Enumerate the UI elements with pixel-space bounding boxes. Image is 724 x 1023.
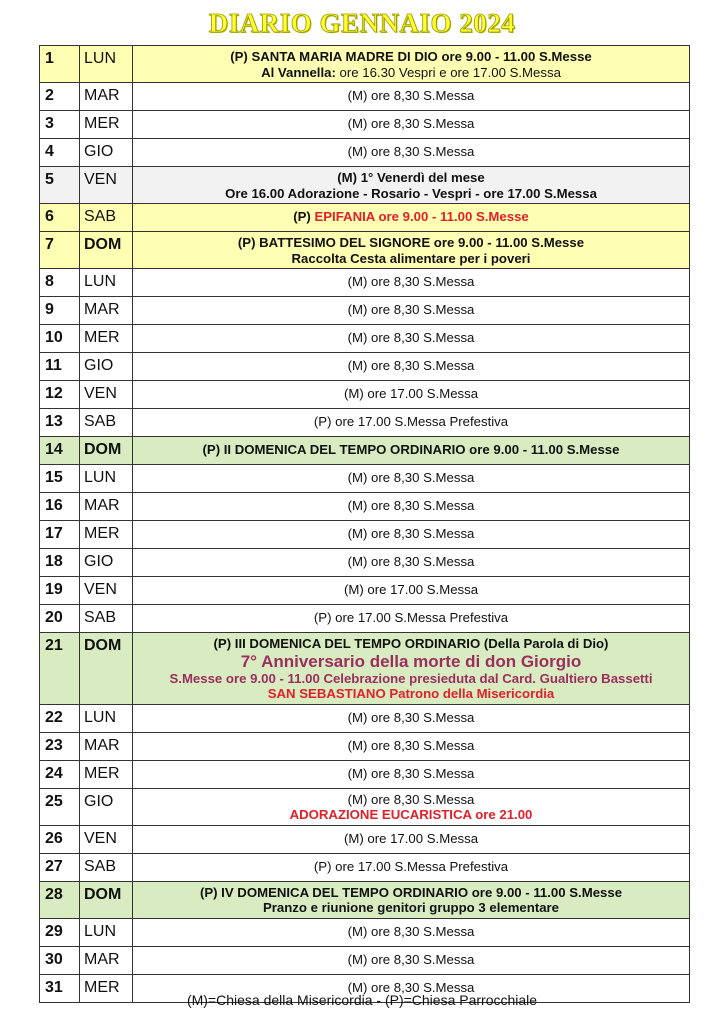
day-number: 25 xyxy=(40,788,80,825)
day-number: 11 xyxy=(40,353,80,381)
weekday: MER xyxy=(80,974,133,1002)
day-number: 21 xyxy=(40,633,80,705)
weekday: LUN xyxy=(80,918,133,946)
weekday: GIO xyxy=(80,549,133,577)
table-row xyxy=(40,437,690,465)
event-line: Ore 16.00 Adorazione - Rosario - Vespri - ore 17.00 S.Messa xyxy=(225,185,597,201)
weekday: GIO xyxy=(80,353,133,381)
weekday: VEN xyxy=(80,825,133,853)
event-cell: (M) ore 8,30 S.Messa xyxy=(133,549,690,577)
event-cell: (M) ore 8,30 S.Messa xyxy=(133,493,690,521)
weekday: LUN xyxy=(80,704,133,732)
table-row xyxy=(40,204,690,232)
table-row xyxy=(40,853,690,881)
event-cell xyxy=(133,881,690,918)
event-line: S.Messe ore 9.00 - 11.00 Celebrazione presieduta dal Card. Gualtiero Bassetti xyxy=(169,670,653,686)
event-cell: (M) ore 8,30 S.Messa xyxy=(133,465,690,493)
day-number: 19 xyxy=(40,577,80,605)
event-cell xyxy=(133,788,690,825)
day-number: 29 xyxy=(40,918,80,946)
day-number: 9 xyxy=(40,297,80,325)
event-cell: (M) ore 8,30 S.Messa xyxy=(133,269,690,297)
event-line xyxy=(137,65,685,81)
event-cell: (P) II DOMENICA DEL TEMPO ORDINARIO ore 9.00 - 11.00 S.Messe xyxy=(133,437,690,465)
event-line: 7° Anniversario della morte di don Giorgio xyxy=(240,651,582,671)
event-line: (P) SANTA MARIA MADRE DI DIO ore 9.00 - 11.00 S.Messe xyxy=(230,49,592,64)
weekday: SAB xyxy=(80,853,133,881)
weekday: MER xyxy=(80,760,133,788)
day-number: 2 xyxy=(40,83,80,111)
table-row xyxy=(40,46,690,83)
day-number: 14 xyxy=(40,437,80,465)
event-cell: (M) ore 8,30 S.Messa xyxy=(133,974,690,1002)
event-cell xyxy=(133,167,690,204)
day-number: 24 xyxy=(40,760,80,788)
weekday: DOM xyxy=(80,633,133,705)
day-number: 6 xyxy=(40,204,80,232)
table-row xyxy=(40,381,690,409)
weekday: SAB xyxy=(80,409,133,437)
event-cell xyxy=(133,46,690,83)
event-cell: (M) ore 8,30 S.Messa xyxy=(133,918,690,946)
weekday: MAR xyxy=(80,493,133,521)
weekday: SAB xyxy=(80,605,133,633)
event-cell: (M) ore 8,30 S.Messa xyxy=(133,83,690,111)
table-row xyxy=(40,577,690,605)
event-line: Pranzo e riunione genitori gruppo 3 elementare xyxy=(262,900,560,915)
day-number: 20 xyxy=(40,605,80,633)
weekday: VEN xyxy=(80,167,133,204)
weekday: DOM xyxy=(80,232,133,269)
event-line: (P) III DOMENICA DEL TEMPO ORDINARIO (Della Parola di Dio) xyxy=(213,636,609,651)
calendar-table xyxy=(39,45,690,1003)
table-row xyxy=(40,493,690,521)
event-cell: (M) ore 8,30 S.Messa xyxy=(133,732,690,760)
table-row xyxy=(40,325,690,353)
weekday: LUN xyxy=(80,46,133,83)
table-row xyxy=(40,549,690,577)
day-number: 23 xyxy=(40,732,80,760)
event-cell xyxy=(133,204,690,232)
day-number: 15 xyxy=(40,465,80,493)
day-number: 22 xyxy=(40,704,80,732)
day-number: 27 xyxy=(40,853,80,881)
table-row xyxy=(40,760,690,788)
table-row xyxy=(40,605,690,633)
table-row xyxy=(40,111,690,139)
event-line: (M) ore 8,30 S.Messa xyxy=(347,791,475,807)
weekday: MER xyxy=(80,111,133,139)
day-number: 17 xyxy=(40,521,80,549)
table-row xyxy=(40,167,690,204)
weekday: DOM xyxy=(80,881,133,918)
event-highlight: EPIFANIA ore 9.00 - 11.00 S.Messe xyxy=(314,209,529,224)
day-number: 28 xyxy=(40,881,80,918)
table-row xyxy=(40,633,690,705)
event-cell: (M) ore 8,30 S.Messa xyxy=(133,760,690,788)
table-row xyxy=(40,946,690,974)
event-cell xyxy=(133,633,690,705)
weekday: SAB xyxy=(80,204,133,232)
table-row xyxy=(40,139,690,167)
table-row xyxy=(40,918,690,946)
event-prefix: (P) xyxy=(293,209,315,224)
table-row xyxy=(40,881,690,918)
day-number: 18 xyxy=(40,549,80,577)
table-row xyxy=(40,825,690,853)
event-line: (M) 1° Venerdì del mese xyxy=(337,170,485,185)
event-cell: (M) ore 8,30 S.Messa xyxy=(133,297,690,325)
event-cell: (M) ore 8,30 S.Messa xyxy=(133,946,690,974)
table-row xyxy=(40,704,690,732)
table-row xyxy=(40,521,690,549)
day-number: 26 xyxy=(40,825,80,853)
table-row xyxy=(40,83,690,111)
event-cell: (M) ore 8,30 S.Messa xyxy=(133,325,690,353)
event-cell: (M) ore 8,30 S.Messa xyxy=(133,139,690,167)
table-row xyxy=(40,232,690,269)
event-cell: (M) ore 17.00 S.Messa xyxy=(133,825,690,853)
event-line: (P) BATTESIMO DEL SIGNORE ore 9.00 - 11.00 S.Messe xyxy=(237,235,585,250)
event-cell: (M) ore 8,30 S.Messa xyxy=(133,111,690,139)
table-row xyxy=(40,732,690,760)
weekday: MAR xyxy=(80,732,133,760)
weekday: LUN xyxy=(80,465,133,493)
table-row xyxy=(40,788,690,825)
table-row xyxy=(40,353,690,381)
day-number: 31 xyxy=(40,974,80,1002)
page-title: DIARIO GENNAIO 2024 xyxy=(208,8,516,38)
event-cell: (M) ore 8,30 S.Messa xyxy=(133,704,690,732)
event-line: SAN SEBASTIANO Patrono della Misericordia xyxy=(267,686,555,701)
event-cell: (P) ore 17.00 S.Messa Prefestiva xyxy=(133,605,690,633)
legend: (M)=Chiesa della Misericordia - (P)=Chiesa Parrocchiale xyxy=(186,992,538,1008)
event-cell: (M) ore 8,30 S.Messa xyxy=(133,353,690,381)
day-number: 1 xyxy=(40,46,80,83)
event-line: (P) IV DOMENICA DEL TEMPO ORDINARIO ore 9.00 - 11.00 S.Messe xyxy=(199,884,623,900)
table-row xyxy=(40,297,690,325)
weekday: GIO xyxy=(80,788,133,825)
weekday: DOM xyxy=(80,437,133,465)
day-number: 16 xyxy=(40,493,80,521)
event-cell: (M) ore 8,30 S.Messa xyxy=(133,521,690,549)
day-number: 7 xyxy=(40,232,80,269)
event-line: Raccolta Cesta alimentare per i poveri xyxy=(291,250,531,266)
table-row xyxy=(40,269,690,297)
day-number: 30 xyxy=(40,946,80,974)
weekday: VEN xyxy=(80,577,133,605)
day-number: 5 xyxy=(40,167,80,204)
day-number: 10 xyxy=(40,325,80,353)
table-row xyxy=(40,409,690,437)
event-location: Al Vannella: xyxy=(261,64,336,80)
event-line: ADORAZIONE EUCARISTICA ore 21.00 xyxy=(289,807,533,822)
event-cell: (M) ore 17.00 S.Messa xyxy=(133,381,690,409)
weekday: MAR xyxy=(80,946,133,974)
weekday: GIO xyxy=(80,139,133,167)
day-number: 3 xyxy=(40,111,80,139)
table-row xyxy=(40,465,690,493)
event-cell: (M) ore 17.00 S.Messa xyxy=(133,577,690,605)
weekday: LUN xyxy=(80,269,133,297)
event-cell xyxy=(133,232,690,269)
day-number: 4 xyxy=(40,139,80,167)
weekday: MER xyxy=(80,521,133,549)
day-number: 13 xyxy=(40,409,80,437)
weekday: VEN xyxy=(80,381,133,409)
weekday: MAR xyxy=(80,83,133,111)
event-cell: (P) ore 17.00 S.Messa Prefestiva xyxy=(133,409,690,437)
weekday: MER xyxy=(80,325,133,353)
weekday: MAR xyxy=(80,297,133,325)
day-number: 8 xyxy=(40,269,80,297)
event-text: ore 16.30 Vespri e ore 17.00 S.Messa xyxy=(335,64,561,80)
event-cell: (P) ore 17.00 S.Messa Prefestiva xyxy=(133,853,690,881)
day-number: 12 xyxy=(40,381,80,409)
